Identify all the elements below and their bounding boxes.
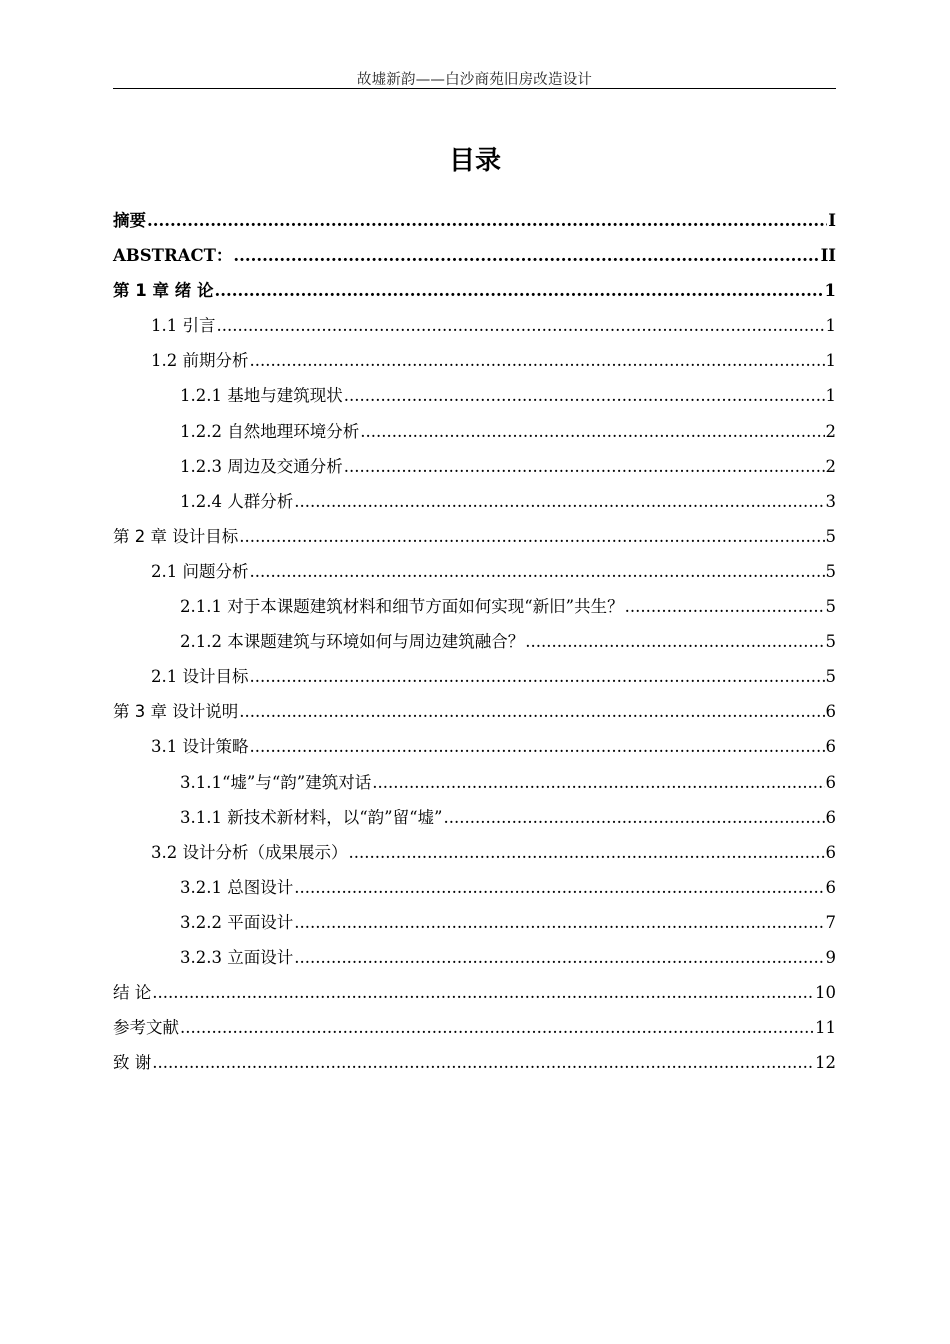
- toc-entry[interactable]: [113, 273, 836, 308]
- toc-entry-label: 3.1.1“墟”与“韵”建筑对话: [180, 772, 372, 792]
- header-rule: [113, 88, 836, 89]
- toc-entry[interactable]: [113, 343, 836, 378]
- toc-dot-leader: [250, 659, 825, 694]
- toc-entry[interactable]: [113, 1010, 836, 1045]
- toc-dot-leader: [443, 800, 824, 835]
- toc-dot-leader: [239, 694, 824, 729]
- toc-dot-leader: [147, 203, 827, 238]
- toc-dot-leader: [214, 273, 823, 308]
- toc-dot-leader: [152, 1045, 814, 1080]
- toc-dot-leader: [180, 1010, 814, 1045]
- toc-entry-label: 结 论: [113, 983, 152, 1003]
- toc-entry-page-number: 5: [825, 597, 836, 617]
- toc-entry-label: 3.2 设计分析（成果展示）: [151, 842, 348, 862]
- toc-dot-leader: [239, 519, 824, 554]
- toc-entry-label: ABSTRACT：: [113, 246, 233, 266]
- toc-entry-label: 第 1 章 绪 论: [113, 281, 214, 301]
- toc-entry[interactable]: [113, 905, 836, 940]
- toc-entry[interactable]: [113, 484, 836, 519]
- toc-entry-label: 3.2.3 立面设计: [180, 947, 294, 967]
- toc-entry-page-number: 11: [815, 1018, 836, 1038]
- toc-entry[interactable]: [113, 519, 836, 554]
- toc-entry-page-number: 1: [825, 351, 836, 371]
- toc-entry[interactable]: [113, 308, 836, 343]
- toc-entry-label: 摘要: [113, 211, 146, 230]
- toc-entry-label: 1.2.3 周边及交通分析: [180, 456, 343, 476]
- toc-dot-leader: [360, 414, 824, 449]
- toc-entry-label: 3.1.1 新技术新材料，以“韵”留“墟”: [180, 807, 443, 827]
- toc-entry[interactable]: [113, 624, 836, 659]
- toc-dot-leader: [349, 835, 825, 870]
- toc-entry-label: 2.1.1 对于本课题建筑材料和细节方面如何实现“新旧”共生？: [180, 597, 624, 617]
- toc-entry-page-number: 3: [825, 491, 836, 511]
- toc-entry[interactable]: [113, 1045, 836, 1080]
- toc-entry-page-number: 6: [825, 702, 836, 722]
- toc-entry[interactable]: [113, 870, 836, 905]
- toc-entry[interactable]: [113, 975, 836, 1010]
- toc-entry[interactable]: [113, 203, 836, 238]
- toc-dot-leader: [250, 729, 825, 764]
- page-title: 目录: [448, 146, 501, 176]
- toc-entry[interactable]: [113, 835, 836, 870]
- toc-entry-page-number: 6: [825, 842, 836, 862]
- toc-entry[interactable]: [113, 729, 836, 764]
- toc-entry-label: 3.2.1 总图设计: [180, 877, 294, 897]
- toc-entry-page-number: 5: [825, 632, 836, 652]
- toc-entry-page-number: 6: [825, 807, 836, 827]
- toc-entry[interactable]: [113, 414, 836, 449]
- toc-entry-label: 致 谢: [113, 1053, 152, 1073]
- toc-entry[interactable]: [113, 940, 836, 975]
- toc-entry-page-number: 6: [825, 737, 836, 757]
- toc-entry-label: 2.1.2 本课题建筑与环境如何与周边建筑融合？: [180, 632, 525, 652]
- toc-entry[interactable]: [113, 238, 836, 273]
- toc-entry[interactable]: [113, 800, 836, 835]
- toc-entry[interactable]: [113, 554, 836, 589]
- toc-entry-label: 1.2.1 基地与建筑现状: [180, 386, 343, 406]
- toc-entry[interactable]: [113, 765, 836, 800]
- toc-dot-leader: [294, 870, 824, 905]
- toc-entry-label: 1.2.4 人群分析: [180, 491, 294, 511]
- toc-dot-leader: [344, 378, 825, 413]
- toc-entry-page-number: 1: [824, 281, 836, 301]
- toc-entry-page-number: 5: [825, 561, 836, 581]
- toc-entry-page-number: 5: [825, 667, 836, 687]
- toc-dot-leader: [152, 975, 814, 1010]
- table-of-contents: [113, 203, 836, 1080]
- toc-entry[interactable]: [113, 378, 836, 413]
- toc-entry-page-number: 2: [825, 421, 836, 441]
- toc-entry-label: 1.1 引言: [151, 316, 216, 336]
- toc-entry-page-number: 9: [825, 947, 836, 967]
- toc-entry-label: 参考文献: [113, 1018, 179, 1038]
- toc-entry-label: 2.1 设计目标: [151, 667, 249, 687]
- toc-entry-page-number: 1: [825, 316, 836, 336]
- toc-entry-label: 1.2.2 自然地理环境分析: [180, 421, 360, 441]
- running-header: 故墟新韵——白沙商苑旧房改造设计: [356, 72, 593, 88]
- toc-dot-leader: [294, 484, 824, 519]
- toc-entry-page-number: II: [820, 246, 836, 266]
- toc-entry-label: 2.1 问题分析: [151, 561, 249, 581]
- toc-dot-leader: [250, 343, 825, 378]
- toc-entry[interactable]: [113, 694, 836, 729]
- toc-entry-label: 1.2 前期分析: [151, 351, 249, 371]
- toc-dot-leader: [294, 940, 824, 975]
- toc-entry-page-number: 1: [825, 386, 836, 406]
- toc-entry-page-number: 10: [815, 983, 836, 1003]
- toc-entry-page-number: 6: [825, 877, 836, 897]
- toc-entry-label: 3.2.2 平面设计: [180, 912, 294, 932]
- toc-entry-page-number: 5: [825, 526, 836, 546]
- toc-dot-leader: [250, 554, 825, 589]
- toc-entry-page-number: I: [828, 211, 836, 230]
- toc-entry-page-number: 6: [825, 772, 836, 792]
- toc-entry-page-number: 12: [815, 1053, 836, 1073]
- toc-dot-leader: [344, 449, 825, 484]
- toc-entry-label: 3.1 设计策略: [151, 737, 249, 757]
- toc-entry-label: 第 3 章 设计说明: [113, 702, 239, 722]
- toc-entry-label: 第 2 章 设计目标: [113, 526, 239, 546]
- toc-dot-leader: [233, 238, 819, 273]
- toc-dot-leader: [625, 589, 825, 624]
- toc-entry-page-number: 2: [825, 456, 836, 476]
- toc-entry-page-number: 7: [825, 912, 836, 932]
- toc-entry[interactable]: [113, 449, 836, 484]
- toc-dot-leader: [372, 765, 824, 800]
- toc-dot-leader: [525, 624, 824, 659]
- toc-dot-leader: [217, 308, 825, 343]
- toc-dot-leader: [294, 905, 824, 940]
- toc-entry[interactable]: [113, 589, 836, 624]
- toc-entry[interactable]: [113, 659, 836, 694]
